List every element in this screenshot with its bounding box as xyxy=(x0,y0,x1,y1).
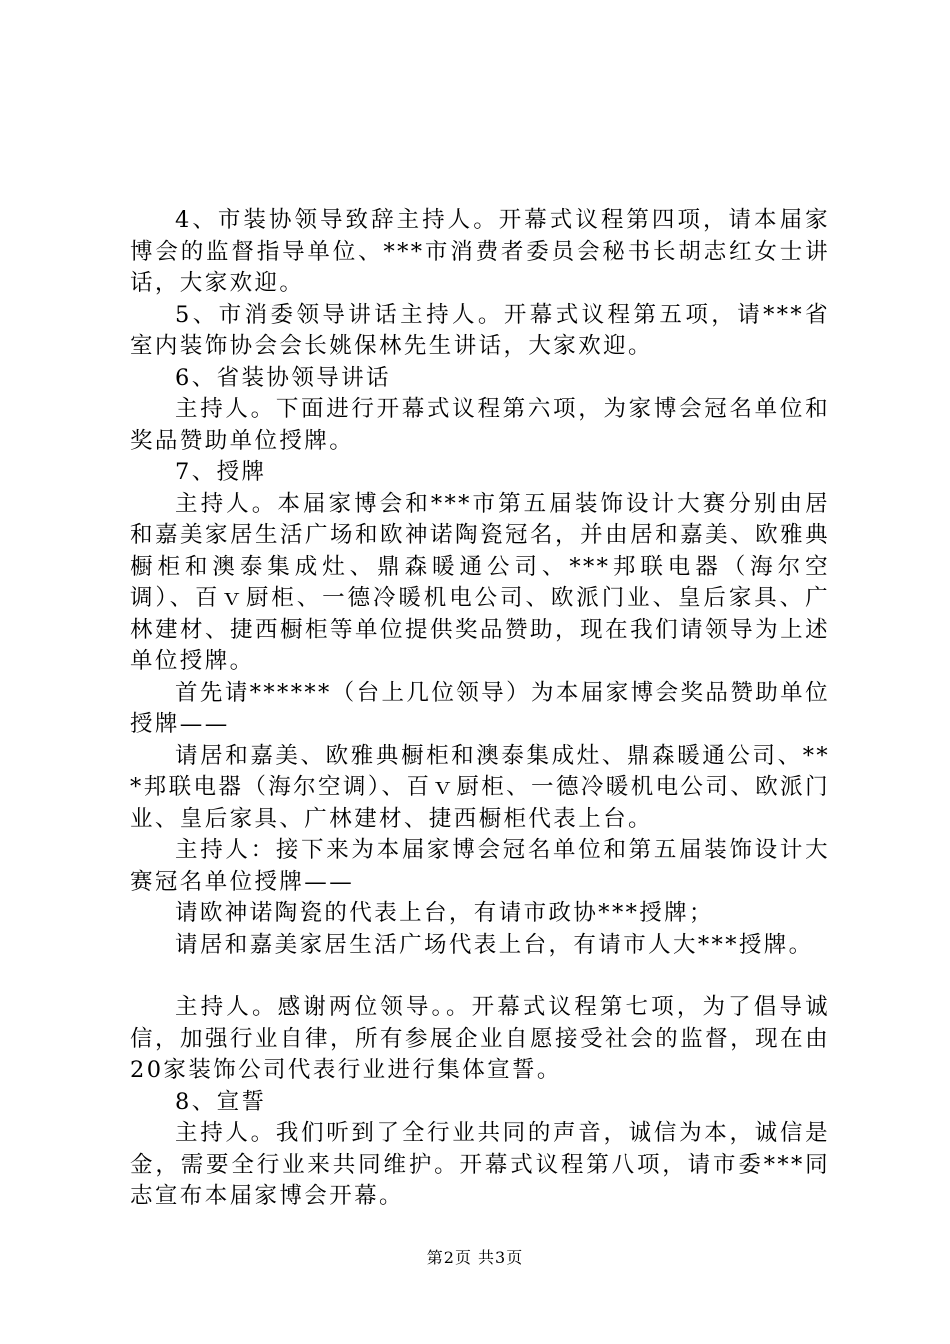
paragraph-item-4: 4、市装协领导致辞主持人。开幕式议程第四项，请本届家博会的监督指导单位、***市消费者委员会秘书长胡志红女士讲话，大家欢迎。 xyxy=(130,207,830,296)
paragraph-host-3: 主持人：接下来为本届家博会冠名单位和第五届装饰设计大赛冠名单位授牌—— xyxy=(130,837,830,895)
paragraph-host-4: 主持人。感谢两位领导。。开幕式议程第七项，为了倡导诚信，加强行业自律，所有参展企业自愿接受社会的监督，现在由20家装饰公司代表行业进行集体宣誓。 xyxy=(130,994,830,1083)
section-heading-6: 6、省装协领导讲话 xyxy=(175,364,391,391)
paragraph-invite-1: 请欧神诺陶瓷的代表上台，有请市政协***授牌； xyxy=(175,900,714,926)
paragraph-host-2: 主持人。本届家博会和***市第五届装饰设计大赛分别由居和嘉美家居生活广场和欧神诺陶瓷冠名，并由居和嘉美、欧雅典橱柜和澳泰集成灶、鼎森暖通公司、***邦联电器（海尔空调）、百ｖ厨柜、一德冷暖机电公司、欧派门业、皇后家具、广林建材、捷西橱柜等单位提供奖品赞助，现在我们请领导为上述单位授牌。 xyxy=(130,490,830,674)
paragraph-host-5: 主持人。我们听到了全行业共同的声音，诚信为本，诚信是金，需要全行业来共同维护。开幕式议程第八项，请市委***同志宣布本届家博会开幕。 xyxy=(130,1120,830,1209)
paragraph-item-5: 5、市消委领导讲话主持人。开幕式议程第五项，请***省室内装饰协会会长姚保林先生讲话，大家欢迎。 xyxy=(130,301,830,359)
paragraph-host-1: 主持人。下面进行开幕式议程第六项，为家博会冠名单位和奖品赞助单位授牌。 xyxy=(130,396,830,454)
paragraph-sponsor-list: 请居和嘉美、欧雅典橱柜和澳泰集成灶、鼎森暖通公司、***邦联电器（海尔空调）、百ｖ厨柜、一德冷暖机电公司、欧派门业、皇后家具、广林建材、捷西橱柜代表上台。 xyxy=(130,742,830,832)
section-heading-7: 7、授牌 xyxy=(175,459,267,485)
section-heading-8: 8、宣誓 xyxy=(175,1088,267,1115)
page-footer: 第2页 共3页 xyxy=(426,1248,524,1267)
document-body xyxy=(130,205,830,1213)
paragraph-invite-2: 请居和嘉美家居生活广场代表上台，有请市人大***授牌。 xyxy=(175,931,814,958)
paragraph-first-invite: 首先请******（台上几位领导）为本届家博会奖品赞助单位授牌—— xyxy=(130,679,830,737)
